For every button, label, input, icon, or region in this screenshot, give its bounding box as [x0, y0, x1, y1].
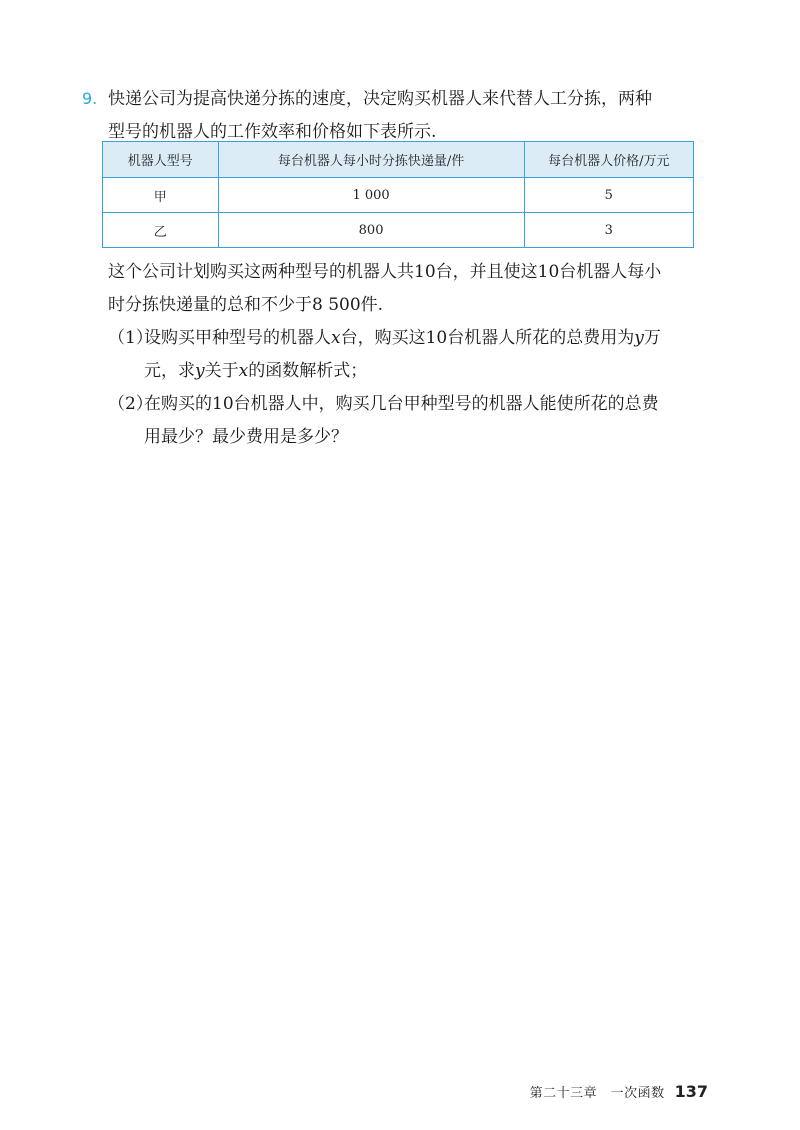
table-cell-throughput: 800 [218, 213, 524, 248]
var-y: y [195, 361, 205, 381]
sub1-text-b: 台，购买这10台机器人所花的总费用为 [340, 328, 635, 348]
sub1-text-f: 的函数解析式； [248, 361, 368, 381]
table-header-model: 机器人型号 [103, 142, 219, 178]
sub-question-2 [108, 388, 726, 454]
table-header-price: 每台机器人价格/万元 [524, 142, 693, 178]
table-header-row [103, 142, 694, 178]
var-x: x [238, 361, 249, 381]
problem-body [108, 256, 726, 454]
var-y: y [634, 328, 644, 348]
page-number: 137 [674, 1082, 708, 1101]
sub-question-1-number: （1） [108, 328, 153, 348]
sub2-line1: 在购买的10台机器人中，购买几台甲种型号的机器人能使所花的总费 [144, 394, 659, 414]
table-cell-model: 甲 [103, 178, 219, 213]
table-header-throughput: 每台机器人每小时分拣快递量/件 [218, 142, 524, 178]
var-x: x [331, 328, 341, 348]
sub2-line2: 用最少？最少费用是多少？ [144, 427, 348, 447]
body-line1: 这个公司计划购买这两种型号的机器人共10台，并且使这10台机器人每小 [108, 262, 662, 282]
problem-intro [82, 82, 722, 149]
sub-question-2-number: （2） [108, 394, 153, 414]
table-cell-price: 5 [524, 178, 693, 213]
body-line2: 时分拣快递量的总和不少于8 500件. [108, 295, 384, 315]
chapter-title: 第二十三章 一次函数 [529, 1086, 665, 1101]
body-paragraph [108, 256, 726, 322]
table-cell-model: 乙 [103, 213, 219, 248]
problem-9 [82, 82, 722, 149]
table-cell-throughput: 1 000 [218, 178, 524, 213]
sub-question-1 [108, 322, 726, 388]
problem-intro-line2: 型号的机器人的工作效率和价格如下表所示. [108, 122, 437, 142]
sub1-text-d: 元，求 [144, 361, 195, 381]
page-footer [530, 1082, 708, 1101]
problem-number: 9. [82, 89, 98, 108]
table-row [103, 213, 694, 248]
sub1-text-a: 设购买甲种型号的机器人 [144, 328, 331, 348]
sub1-text-c: 万 [643, 328, 661, 348]
table-cell-price: 3 [524, 213, 693, 248]
robot-table [102, 141, 694, 248]
table-row [103, 178, 694, 213]
problem-intro-line1: 快递公司为提高快递分拣的速度，决定购买机器人来代替人工分拣，两种 [108, 89, 652, 109]
sub1-text-e: 关于 [204, 361, 239, 381]
